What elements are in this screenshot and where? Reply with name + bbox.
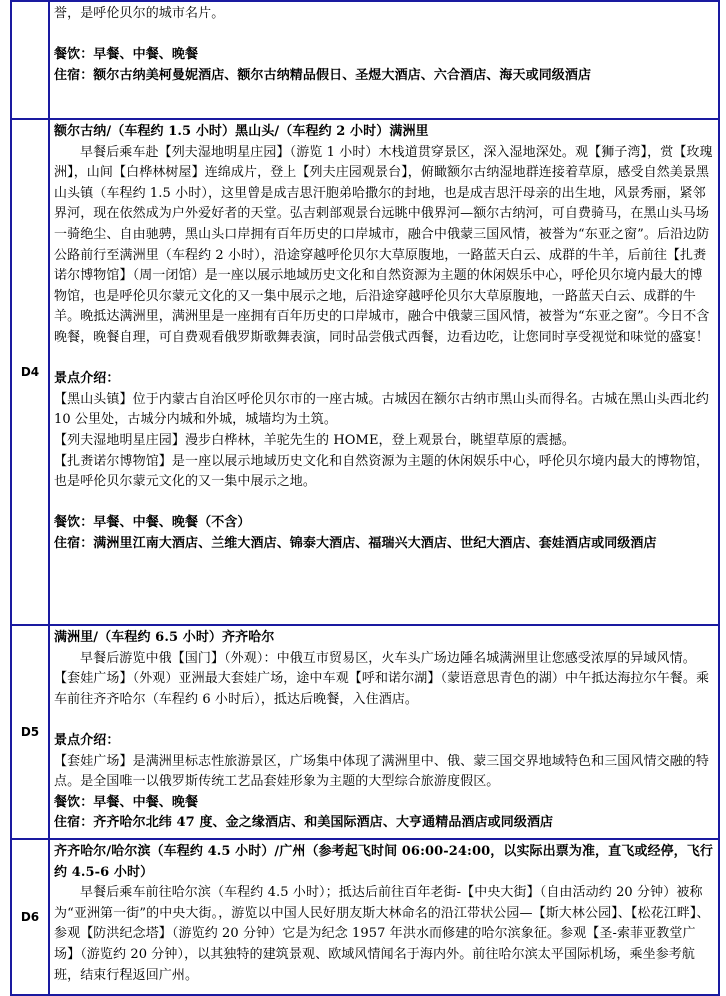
intro-item: 【套娃广场】是满洲里标志性旅游景区，广场集中体现了满洲里中、俄、蒙三国交界地域特色和三国风情交融的特点。是全国唯一以俄罗斯传统工艺品套娃形象为主题的大型综合旅游度假区。 (54, 753, 710, 790)
meal-line: 餐饮：早餐、中餐、晚餐 (54, 47, 199, 63)
hotel-line: 住宿：满洲里江南大酒店、兰维大酒店、锦泰大酒店、福瑞兴大酒店、世纪大酒店、套娃酒店或同级酒店 (54, 535, 657, 551)
day-label: D5 (11, 625, 49, 839)
intro-title: 景点介绍： (54, 371, 120, 387)
blank-line (54, 710, 715, 731)
hotel-line: 住宿：齐齐哈尔北纬 47 度、金之缘酒店、和美国际酒店、大亨通精品酒店或同级酒店 (54, 815, 554, 831)
table-row (11, 625, 719, 839)
content-cell (49, 119, 719, 625)
day-label: D6 (11, 839, 49, 995)
table-row (11, 839, 719, 995)
hotel-line: 住宿：额尔古纳美柯曼妮酒店、额尔古纳精品假日、圣煜大酒店、六合酒店、海天或同级酒店 (54, 67, 592, 83)
blank-line (54, 25, 715, 46)
content-cell (49, 1, 719, 119)
route-title: 额尔古纳/（车程约 1.5 小时）黑山头/（车程约 2 小时）满洲里 (54, 124, 429, 139)
itinerary-page (10, 0, 720, 996)
content-cell (49, 625, 719, 839)
itinerary-body: 早餐后游览中俄【国门】（外观）：中俄互市贸易区，火车头广场边陲名城满洲里让您感受浓厚的异域风情。【套娃广场】（外观）亚洲最大套娃广场，途中车观【呼和诺尔湖】（蒙语意思青色的湖）中午抵达海拉尔午餐。乘车前往齐齐哈尔（车程约 6 小时后），抵达后晚餐，入住酒店。 (54, 650, 710, 707)
intro-item: 【扎赉诺尔博物馆】是一座以展示地域历史文化和自然资源为主题的休闲娱乐中心，呼伦贝尔境内最大的博物馆，也是呼伦贝尔蒙元文化的又一集中展示之地。 (54, 453, 710, 490)
table-row (11, 119, 719, 625)
table-row (11, 1, 719, 119)
blank-line (54, 493, 715, 514)
itinerary-body: 早餐后乘车赴【列夫湿地明星庄园】（游览 1 小时）木栈道贯穿景区，深入湿地深处。观【狮子湾】，赏【玫瑰洲】，山间【白桦林树屋】连绵成片，登上【列夫庄园观景台】，俯瞰额尔古纳湿地群连接着草原，感受自然美景黑山头镇（车程约 1.5 小时），这里曾是成吉思汗胞弟哈撒尔的封地，也是成吉思汗母亲的出生地，风景秀丽，紧邻界河，现在依然成为户外爱好者的天堂。弘吉剌部观景台远眺中俄界河—额尔古纳河，可自费骑马，在黑山头马场一骑绝尘、自由驰骋，黑山头口岸拥有百年历史的口岸城市，融合中俄蒙三国风情，被誉为“东亚之窗”。后沿边防公路前行至满洲里（车程约 2 小时），沿途穿越呼伦贝尔大草原腹地，一路蓝天白云、成群的牛羊，后前往【扎赉诺尔博物馆】（周一闭馆）是一座以展示地域历史文化和自然资源为主题的休闲娱乐中心，呼伦贝尔境内最大的博物馆，也是呼伦贝尔蒙元文化的又一集中展示之地，后沿途穿越呼伦贝尔大草原腹地，一路蓝天白云、成群的牛羊。晚抵达满洲里，满洲里是一座拥有百年历史的口岸城市，融合中俄蒙三国风情，被誉为“东亚之窗”。今日不含晚餐，晚餐自理，可自费观看俄罗斯歌舞表演，同时品尝俄式西餐，边看边吃，让您同时享受视觉和味觉的盛宴！ (54, 144, 713, 345)
content-cell (49, 839, 719, 995)
itinerary-table (10, 0, 720, 996)
intro-item: 【列夫湿地明星庄园】漫步白桦林，羊驼先生的 HOME，登上观景台，眺望草原的震撼。 (54, 432, 576, 448)
itinerary-body: 早餐后乘车前往哈尔滨（车程约 4.5 小时）；抵达后前往百年老街-【中央大街】（自由活动约 20 分钟）被称为“亚洲第一街”的中央大街。，游览以中国人民好朋友斯大林命名的沿江带状公园—【斯大林公园】、【松花江畔】、参观【防洪纪念塔】（游览约 20 分钟）它是为纪念 1957 年洪水而修建的哈尔滨象征。参观【圣-索菲亚教堂广场】（游览约 20 分钟），以其独特的建筑景观、欧域风情闻名于海内外。前往哈尔滨太平国际机场，乘坐参考航班，结束行程返回广州。 (54, 885, 710, 983)
blank-line (54, 349, 715, 370)
intro-title: 景点介绍： (54, 732, 120, 748)
day-label: D4 (11, 119, 49, 625)
meal-line: 餐饮：早餐、中餐、晚餐（不含） (54, 515, 251, 531)
route-title: 满洲里/（车程约 6.5 小时）齐齐哈尔 (54, 630, 275, 645)
day-cell (11, 1, 49, 119)
intro-item: 【黑山头镇】位于内蒙古自治区呼伦贝尔市的一座古城。古城因在额尔古纳市黑山头而得名。古城在黑山头西北约 10 公里处，古城分内城和外城，城墙均为土筑。 (54, 391, 710, 428)
route-title: 齐齐哈尔/哈尔滨（车程约 4.5 小时）/广州（参考起飞时间 06:00-24:00，以实际出票为准，直飞或经停，飞行约 4.5-6 小时） (54, 844, 713, 880)
meal-line: 餐饮：早餐、中餐、晚餐 (54, 794, 199, 810)
text-line: 誉，是呼伦贝尔的城市名片。 (54, 6, 225, 21)
